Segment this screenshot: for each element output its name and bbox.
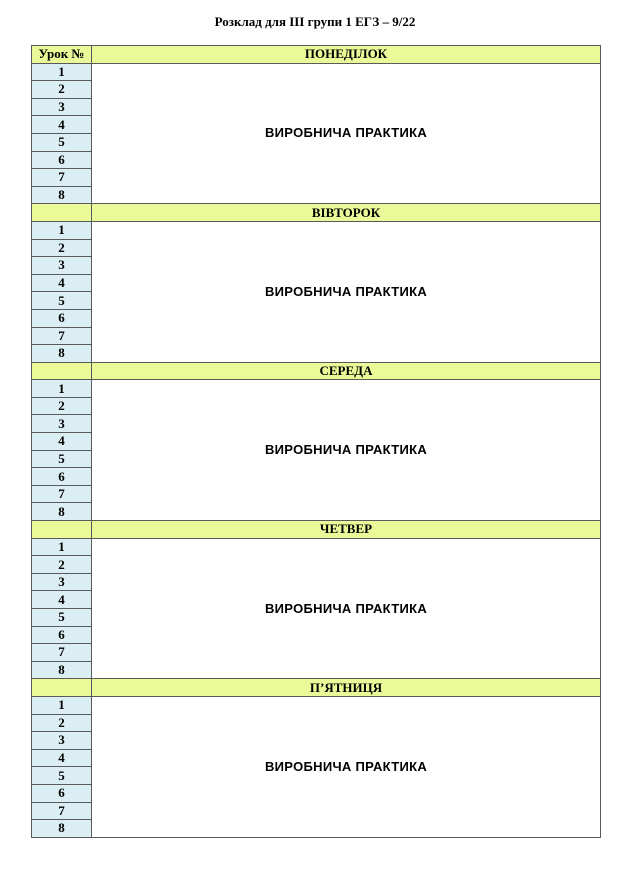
lesson-number: 6: [32, 468, 92, 486]
lesson-number: 5: [32, 450, 92, 468]
page-title: Розклад для ІІІ групи 1 ЕГЗ – 9/22: [214, 14, 416, 29]
lesson-number-header: Урок №: [32, 46, 92, 64]
day-content-cell: ВИРОБНИЧА ПРАКТИКА: [92, 696, 601, 837]
day-name: ЧЕТВЕР: [92, 521, 601, 539]
day-name: П’ЯТНИЦЯ: [92, 679, 601, 697]
lesson-number: 3: [32, 573, 92, 591]
lesson-number: 6: [32, 309, 92, 327]
lesson-number: 4: [32, 116, 92, 134]
day-header-spacer: [32, 521, 92, 539]
lesson-number: 1: [32, 63, 92, 81]
lesson-number: 6: [32, 784, 92, 802]
lesson-number: 8: [32, 186, 92, 204]
day-content-cell: ВИРОБНИЧА ПРАКТИКА: [92, 380, 601, 521]
day-header-spacer: [32, 204, 92, 222]
lesson-number: 8: [32, 345, 92, 363]
day-header-spacer: [32, 679, 92, 697]
day-header-row: [32, 362, 601, 380]
day-name: ВІВТОРОК: [92, 204, 601, 222]
lesson-row: [32, 538, 601, 556]
lesson-number: 7: [32, 485, 92, 503]
lesson-number: 1: [32, 538, 92, 556]
lesson-number: 2: [32, 81, 92, 99]
day-content-cell: ВИРОБНИЧА ПРАКТИКА: [92, 538, 601, 679]
lesson-row: [32, 221, 601, 239]
lesson-number: 3: [32, 732, 92, 750]
day-header-spacer: [32, 362, 92, 380]
lesson-number: 8: [32, 503, 92, 521]
lesson-number: 7: [32, 644, 92, 662]
lesson-number: 4: [32, 433, 92, 451]
lesson-number: 7: [32, 169, 92, 187]
lesson-row: [32, 380, 601, 398]
lesson-row: [32, 696, 601, 714]
lesson-number: 3: [32, 415, 92, 433]
lesson-number: 2: [32, 239, 92, 257]
lesson-number: 6: [32, 626, 92, 644]
lesson-number: 4: [32, 749, 92, 767]
lesson-number: 6: [32, 151, 92, 169]
lesson-number: 4: [32, 591, 92, 609]
day-name: СЕРЕДА: [92, 362, 601, 380]
lesson-number: 1: [32, 221, 92, 239]
day-content-cell: ВИРОБНИЧА ПРАКТИКА: [92, 63, 601, 204]
lesson-number: 3: [32, 98, 92, 116]
day-header-row: [32, 679, 601, 697]
schedule-table: [31, 45, 601, 838]
lesson-number: 8: [32, 661, 92, 679]
day-header-row: [32, 204, 601, 222]
lesson-number: 5: [32, 133, 92, 151]
lesson-number: 2: [32, 397, 92, 415]
lesson-number: 5: [32, 609, 92, 627]
lesson-number: 3: [32, 257, 92, 275]
lesson-number: 8: [32, 820, 92, 838]
lesson-number: 4: [32, 274, 92, 292]
lesson-number: 1: [32, 696, 92, 714]
lesson-number: 2: [32, 714, 92, 732]
lesson-number: 7: [32, 802, 92, 820]
lesson-number: 1: [32, 380, 92, 398]
day-header-row: [32, 521, 601, 539]
lesson-row: [32, 63, 601, 81]
day-name: ПОНЕДІЛОК: [92, 46, 601, 64]
day-header-row: [32, 46, 601, 64]
lesson-number: 5: [32, 767, 92, 785]
lesson-number: 2: [32, 556, 92, 574]
lesson-number: 5: [32, 292, 92, 310]
day-content-cell: ВИРОБНИЧА ПРАКТИКА: [92, 221, 601, 362]
lesson-number: 7: [32, 327, 92, 345]
